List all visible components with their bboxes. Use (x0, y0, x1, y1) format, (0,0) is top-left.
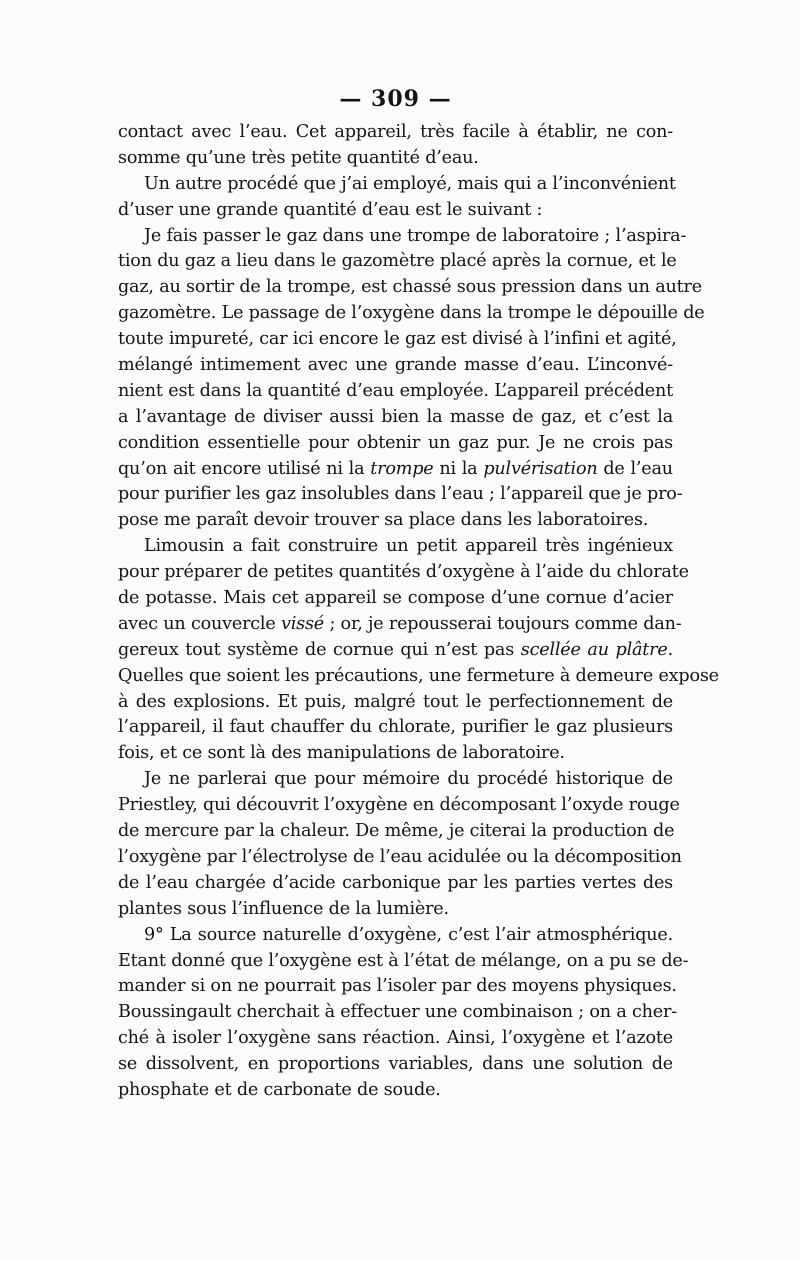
text-line (118, 172, 676, 198)
text-line (118, 120, 673, 146)
text-run: ; or, je repousserai toujours comme dan- (329, 613, 682, 634)
text-run: a l’avantage de diviser aussi bien la masse de gaz, et c’est la (118, 406, 673, 427)
text-run: mélangé intimement avec une grande masse d’eau. L’inconvé- (118, 355, 673, 376)
body-text (118, 120, 719, 1104)
text-line (118, 897, 673, 923)
text-line (118, 198, 673, 224)
text-line (118, 249, 677, 275)
text-line (118, 431, 673, 457)
text-run: Etant donné que l’oxygène est à l’état de mélange, on a pu se de- (118, 950, 689, 971)
text-run: ché à isoler l’oxygène sans réaction. Ainsi, l’oxygène et l’azote (118, 1028, 673, 1049)
text-line (118, 482, 683, 508)
text-run: l’appareil, il faut chauffer du chlorate, purifier le gaz plusieurs (118, 717, 673, 738)
text-line (118, 534, 673, 560)
text-line (118, 405, 673, 431)
text-run: gereux tout système de cornue qui n’est pas (118, 639, 515, 660)
text-line (118, 586, 673, 612)
text-run: Quelles que soient les précautions, une fermeture à demeure expose (118, 665, 719, 686)
text-run: Priestley, qui découvrit l’oxygène en décomposant l’oxyde rouge (118, 795, 680, 816)
text-run: avec un couvercle (118, 613, 276, 634)
text-run: Un autre procédé que j’ai employé, mais qui a l’inconvénient (144, 173, 676, 194)
text-run: ni la (439, 458, 478, 479)
text-run: de l’eau chargée d’acide carbonique par les parties vertes des (118, 872, 673, 893)
text-run: Je ne parlerai que pour mémoire du procédé historique de (144, 769, 673, 790)
text-run: Limousin a fait construire un petit appareil très ingénieux (144, 536, 673, 557)
text-run: toute impureté, car ici encore le gaz est divisé à l’infini et agité, (118, 329, 677, 350)
text-line (118, 793, 680, 819)
text-line (118, 1026, 673, 1052)
text-run: de l’eau (603, 458, 673, 479)
text-run: plantes sous l’influence de la lumière. (118, 898, 449, 919)
text-line (118, 638, 673, 664)
text-run: mander si on ne pourrait pas l’isoler par des moyens physiques. (118, 976, 677, 997)
text-run: pose me paraît devoir trouver sa place dans les laboratoires. (118, 510, 649, 531)
text-line (118, 767, 673, 793)
text-line (118, 275, 702, 301)
text-line (118, 1078, 673, 1104)
page-number: — 309 — (339, 86, 452, 112)
text-run: gaz, au sortir de la trompe, est chassé sous pression dans un autre (118, 277, 702, 298)
text-line (118, 819, 673, 845)
text-line (118, 560, 689, 586)
text-run: de mercure par la chaleur. De même, je citerai la production de (118, 821, 675, 842)
text-run: somme qu’une très petite quantité d’eau. (118, 147, 479, 168)
text-run: d’user une grande quantité d’eau est le suivant : (118, 199, 543, 220)
italic-phrase: vissé (280, 613, 325, 634)
text-line (118, 664, 719, 690)
text-line (118, 379, 673, 405)
text-run: 9° La source naturelle d’oxygène, c’est l’air atmosphérique. (144, 924, 673, 945)
text-run: se dissolvent, en proportions variables, dans une solution de (118, 1054, 673, 1075)
text-line (118, 353, 673, 379)
text-line (118, 146, 673, 172)
text-line (118, 741, 673, 767)
text-run: nient est dans la quantité d’eau employée. L’appareil précédent (118, 380, 673, 401)
text-line (118, 690, 673, 716)
text-run: pour purifier les gaz insolubles dans l’eau ; l’appareil que je pro- (118, 484, 683, 505)
text-line (118, 612, 682, 638)
text-run: à des explosions. Et puis, malgré tout le perfectionnement de (118, 691, 673, 712)
text-line (118, 457, 673, 483)
document-page (118, 84, 719, 1104)
text-line (118, 1052, 673, 1078)
italic-phrase: pulvérisation (483, 458, 598, 479)
text-line (118, 301, 705, 327)
text-run: de potasse. Mais cet appareil se compose d’une cornue d’acier (118, 588, 673, 609)
text-line (118, 715, 673, 741)
text-line (118, 974, 677, 1000)
text-line (118, 224, 687, 250)
text-run: fois, et ce sont là des manipulations de laboratoire. (118, 743, 565, 764)
text-run: tion du gaz a lieu dans le gazomètre placé après la cornue, et le (118, 251, 677, 272)
text-run: contact avec l’eau. Cet appareil, très facile à établir, ne con- (118, 122, 673, 142)
text-line (118, 327, 677, 353)
text-run: qu’on ait encore utilisé ni la (118, 458, 365, 479)
text-run: pour préparer de petites quantités d’oxygène à l’aide du chlorate (118, 562, 689, 583)
text-line (118, 1000, 677, 1026)
text-run: Boussingault cherchait à effectuer une combinaison ; on a cher- (118, 1002, 677, 1023)
text-run: condition essentielle pour obtenir un gaz pur. Je ne crois pas (118, 432, 673, 453)
text-line (118, 871, 673, 897)
text-line (118, 845, 682, 871)
text-line (118, 923, 673, 949)
italic-phrase: scellée au plâtre. (520, 639, 673, 660)
text-line (118, 508, 673, 534)
italic-phrase: trompe (370, 458, 434, 479)
text-run: phosphate et de carbonate de soude. (118, 1079, 441, 1100)
text-run: gazomètre. Le passage de l’oxygène dans la trompe le dépouille de (118, 303, 705, 324)
text-line (118, 949, 689, 975)
text-run: l’oxygène par l’électrolyse de l’eau acidulée ou la décomposition (118, 846, 682, 867)
text-run: Je fais passer le gaz dans une trompe de laboratoire ; l’aspira- (144, 225, 687, 246)
